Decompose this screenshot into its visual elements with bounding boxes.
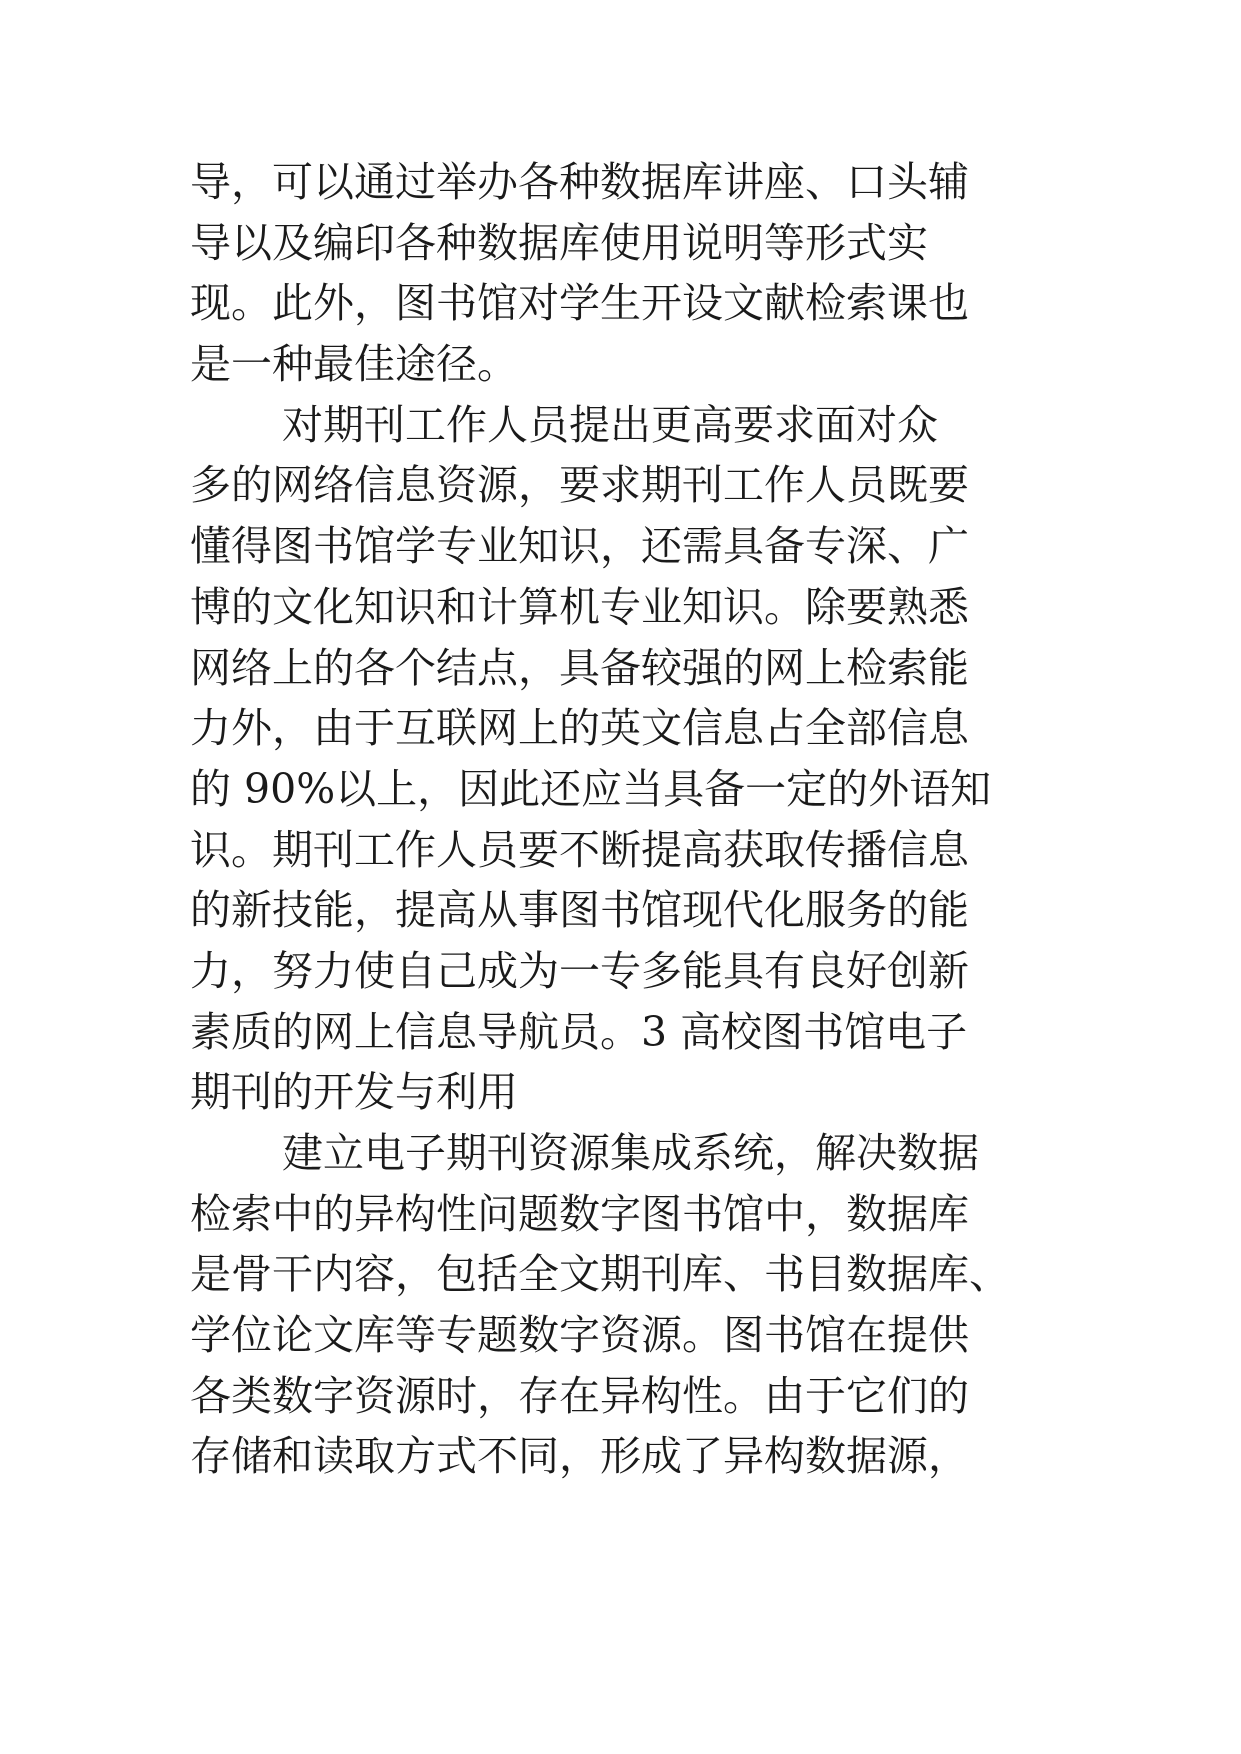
text-line: 多的网络信息资源，要求期刊工作人员既要: [190, 461, 969, 510]
text-line: 检索中的异构性问题数字图书馆中，数据库: [190, 1189, 969, 1238]
text-line: 学位论文库等专题数字资源。图书馆在提供: [190, 1311, 969, 1360]
text-line: 网络上的各个结点，具备较强的网上检索能: [190, 643, 969, 692]
paragraph-start-line: 对期刊工作人员提出更高要求面对众: [282, 400, 938, 449]
text-line: 导，可以通过举办各种数据库讲座、口头辅: [190, 158, 969, 206]
text-line: 力外，由于互联网上的英文信息占全部信息: [190, 704, 969, 753]
text-line: 存储和读取方式不同，形成了异构数据源，: [190, 1432, 969, 1481]
text-line: 力，努力使自己成为一专多能具有良好创新: [190, 946, 969, 995]
text-line: 期刊的开发与利用: [190, 1068, 518, 1117]
text-line: 是骨干内容，包括全文期刊库、书目数据库、: [190, 1250, 1010, 1299]
paragraph-start-line: 建立电子期刊资源集成系统，解决数据: [282, 1129, 979, 1177]
text-line: 的新技能，提高从事图书馆现代化服务的能: [190, 886, 969, 935]
text-line: 素质的网上信息导航员。3 高校图书馆电子: [190, 1007, 968, 1056]
text-line: 的 90%以上，因此还应当具备一定的外语知: [190, 764, 992, 813]
text-line: 博的文化知识和计算机专业知识。除要熟悉: [190, 582, 969, 631]
text-line: 各类数字资源时，存在异构性。由于它们的: [190, 1371, 969, 1420]
text-line: 是一种最佳途径。: [190, 340, 518, 389]
body-text: [190, 152, 1060, 1487]
text-line: 导以及编印各种数据库使用说明等形式实: [190, 218, 928, 267]
text-line: 现。此外，图书馆对学生开设文献检索课也: [190, 279, 969, 328]
text-line: 识。期刊工作人员要不断提高获取传播信息: [190, 825, 969, 874]
text-line: 懂得图书馆学专业知识，还需具备专深、广: [190, 522, 969, 571]
